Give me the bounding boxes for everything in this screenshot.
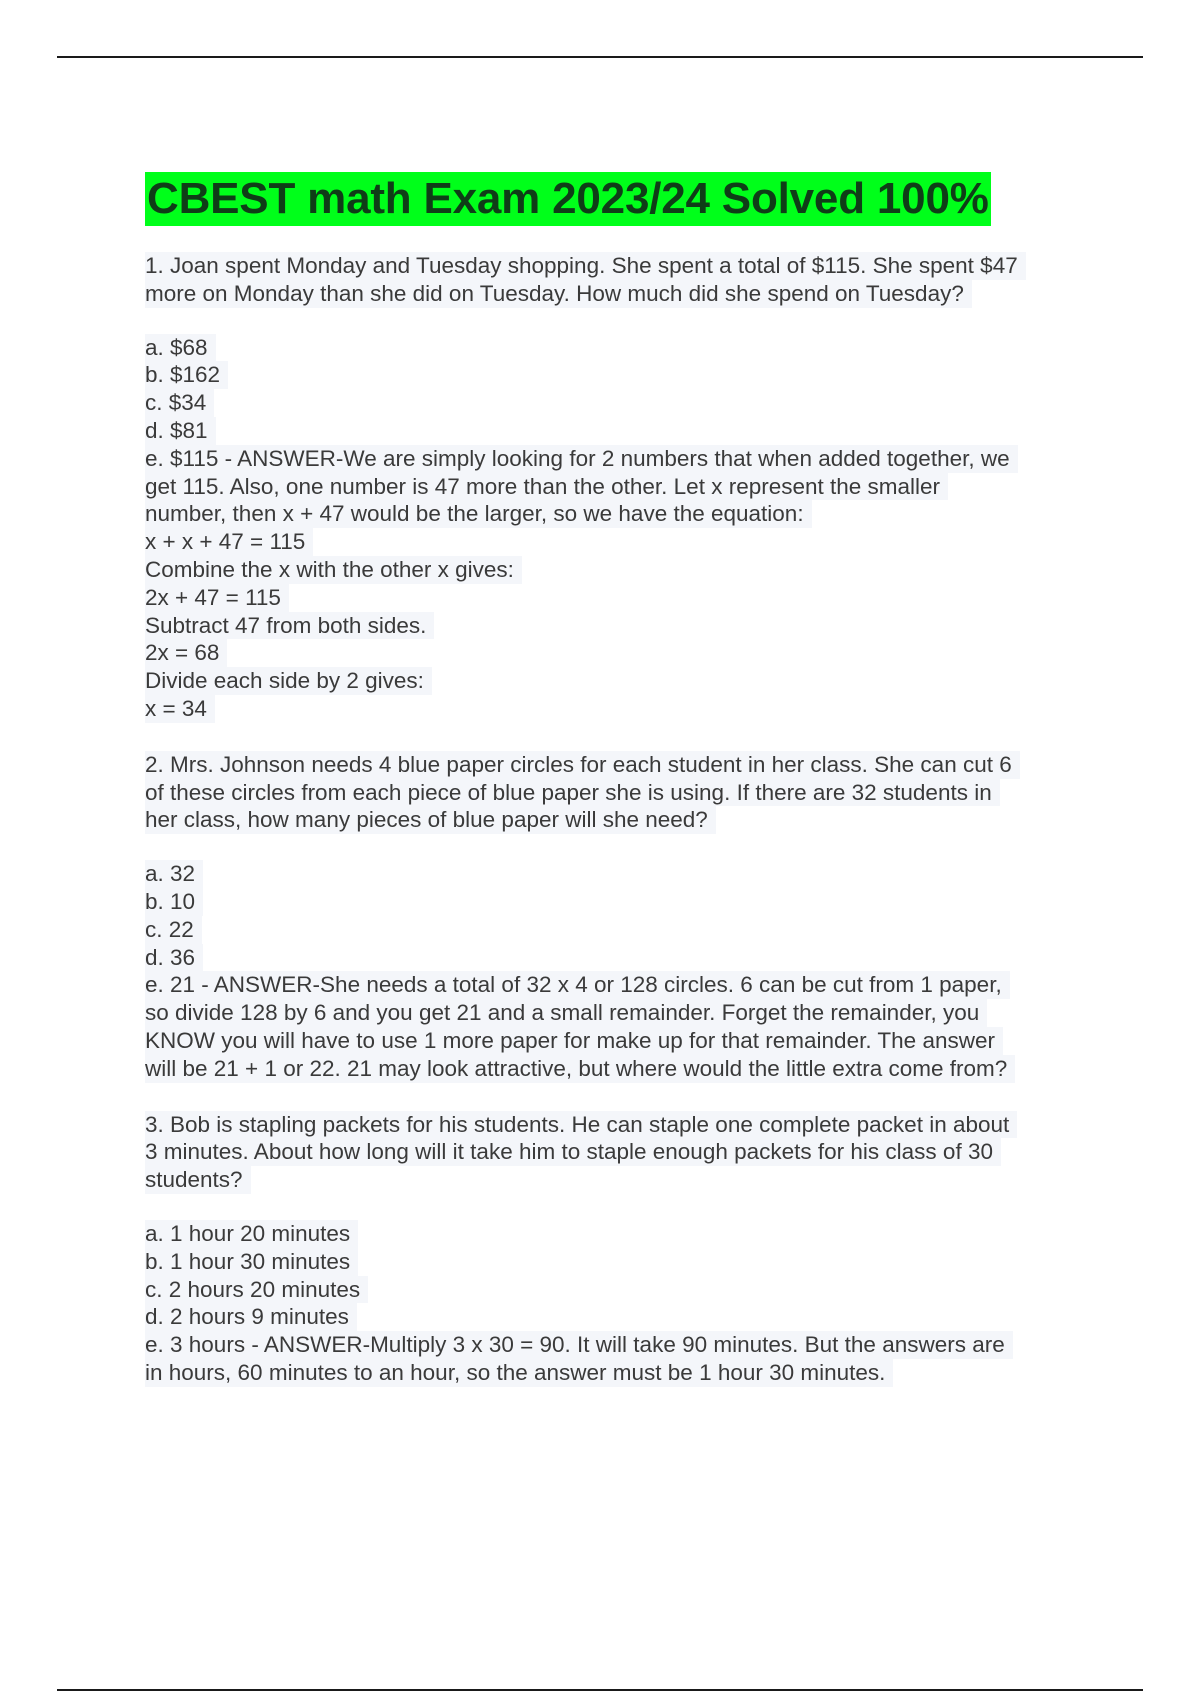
question-1 — [145, 252, 1095, 723]
top-rule — [57, 56, 1143, 58]
option-line: 2x = 68 — [145, 639, 227, 667]
prompt-line: students? — [145, 1166, 251, 1194]
option-line: number, then x + 47 would be the larger, so we have the equation: — [145, 500, 812, 528]
question-prompt — [145, 1111, 1095, 1194]
option-line: e. 21 - ANSWER-She needs a total of 32 x 4 or 128 circles. 6 can be cut from 1 paper, — [145, 971, 1010, 999]
option-line: in hours, 60 minutes to an hour, so the answer must be 1 hour 30 minutes. — [145, 1359, 893, 1387]
option-line: b. 1 hour 30 minutes — [145, 1248, 358, 1276]
prompt-line: 3. Bob is stapling packets for his students. He can staple one complete packet in about — [145, 1111, 1017, 1139]
option-line: 2x + 47 = 115 — [145, 584, 289, 612]
prompt-line: her class, how many pieces of blue paper will she need? — [145, 806, 716, 834]
prompt-line: more on Monday than she did on Tuesday. How much did she spend on Tuesday? — [145, 280, 972, 308]
option-line: KNOW you will have to use 1 more paper for make up for that remainder. The answer — [145, 1027, 1003, 1055]
question-prompt — [145, 252, 1095, 308]
question-3 — [145, 1111, 1095, 1387]
option-line: Divide each side by 2 gives: — [145, 667, 432, 695]
document-body — [145, 172, 1095, 1415]
prompt-line: 2. Mrs. Johnson needs 4 blue paper circles for each student in her class. She can cut 6 — [145, 751, 1020, 779]
option-line: so divide 128 by 6 and you get 21 and a small remainder. Forget the remainder, you — [145, 999, 987, 1027]
option-line: c. 22 — [145, 916, 202, 944]
option-line: c. $34 — [145, 389, 214, 417]
option-line: a. 32 — [145, 860, 203, 888]
option-line: a. 1 hour 20 minutes — [145, 1220, 358, 1248]
option-line: will be 21 + 1 or 22. 21 may look attractive, but where would the little extra come from? — [145, 1055, 1015, 1083]
option-line: b. $162 — [145, 361, 228, 389]
answer-options — [145, 860, 1095, 1082]
option-line: b. 10 — [145, 888, 203, 916]
prompt-line: of these circles from each piece of blue paper she is using. If there are 32 students in — [145, 779, 1000, 807]
option-line: c. 2 hours 20 minutes — [145, 1276, 368, 1304]
option-line: d. 2 hours 9 minutes — [145, 1303, 357, 1331]
question-prompt — [145, 751, 1095, 834]
option-line: e. $115 - ANSWER-We are simply looking for 2 numbers that when added together, we — [145, 445, 1018, 473]
prompt-line: 1. Joan spent Monday and Tuesday shopping. She spent a total of $115. She spent $47 — [145, 252, 1026, 280]
question-list — [145, 252, 1095, 1387]
option-line: x + x + 47 = 115 — [145, 528, 313, 556]
answer-options — [145, 1220, 1095, 1387]
answer-options — [145, 334, 1095, 723]
option-line: e. 3 hours - ANSWER-Multiply 3 x 30 = 90. It will take 90 minutes. But the answers are — [145, 1331, 1013, 1359]
option-line: Combine the x with the other x gives: — [145, 556, 522, 584]
prompt-line: 3 minutes. About how long will it take him to staple enough packets for his class of 30 — [145, 1138, 1001, 1166]
option-line: get 115. Also, one number is 47 more than the other. Let x represent the smaller — [145, 473, 948, 501]
option-line: d. 36 — [145, 944, 203, 972]
option-line: a. $68 — [145, 334, 216, 362]
option-line: x = 34 — [145, 695, 215, 723]
question-2 — [145, 751, 1095, 1083]
option-line: Subtract 47 from both sides. — [145, 612, 434, 640]
document-title: CBEST math Exam 2023/24 Solved 100% — [145, 172, 991, 226]
bottom-rule — [57, 1689, 1143, 1691]
option-line: d. $81 — [145, 417, 216, 445]
